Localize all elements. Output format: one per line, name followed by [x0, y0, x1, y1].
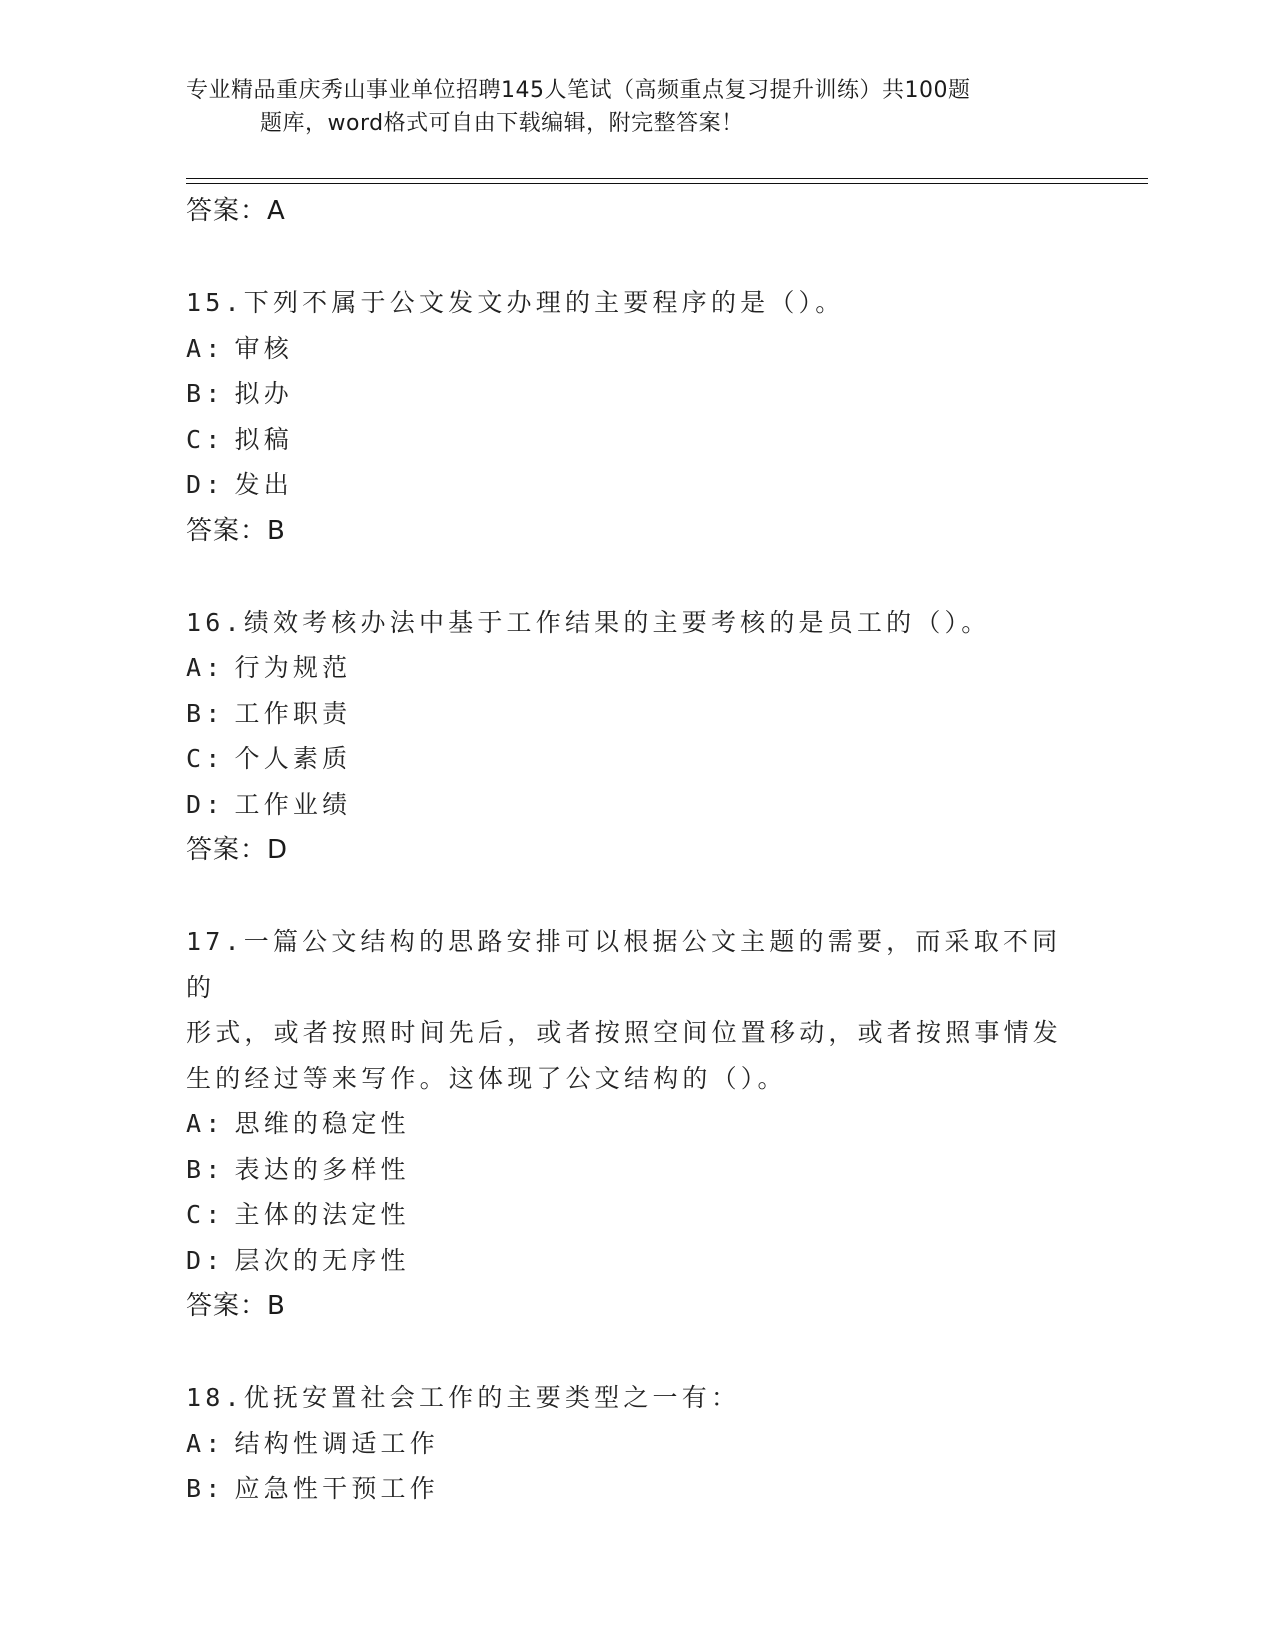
answer-value: B — [267, 515, 286, 546]
answer-line — [186, 188, 1086, 234]
option-text: 思维的稳定性 — [234, 1109, 410, 1138]
option-a — [186, 645, 1086, 691]
option-d — [186, 462, 1086, 508]
option-key: A — [186, 333, 206, 363]
answer-label: 答案： — [186, 515, 268, 546]
option-key: A — [186, 1428, 206, 1458]
document-header — [186, 74, 1086, 140]
option-separator: : — [205, 379, 225, 408]
option-text: 主体的法定性 — [234, 1200, 410, 1229]
question-text: 15.下列不属于公文发文办理的主要程序的是（）。 — [186, 288, 845, 317]
option-b — [186, 371, 1086, 417]
header-rule-bottom — [186, 183, 1148, 184]
option-key: B — [186, 379, 206, 408]
option-separator: : — [205, 698, 225, 728]
option-separator: : — [205, 653, 225, 682]
spacer — [186, 873, 1086, 919]
question-text-line: 生的经过等来写作。这体现了公文结构的（）。 — [186, 1063, 787, 1093]
option-key: D — [186, 789, 206, 819]
option-key: A — [186, 1109, 206, 1138]
option-text: 发出 — [234, 470, 293, 499]
option-a — [186, 1421, 1086, 1467]
answer-label: 答案： — [186, 196, 268, 226]
option-b — [186, 1147, 1086, 1193]
option-separator: : — [205, 470, 225, 499]
option-text: 结构性调适工作 — [234, 1428, 439, 1458]
option-b — [186, 1466, 1086, 1512]
option-separator: : — [205, 333, 225, 363]
option-key: D — [186, 470, 206, 499]
option-text: 层次的无序性 — [234, 1245, 410, 1275]
option-separator: : — [205, 424, 225, 454]
option-separator: : — [205, 1109, 225, 1138]
option-c — [186, 417, 1086, 463]
option-separator: : — [205, 1474, 225, 1503]
option-text: 行为规范 — [234, 653, 352, 682]
spacer — [186, 234, 1086, 280]
option-c — [186, 1192, 1086, 1238]
option-separator: : — [205, 1245, 225, 1275]
answer-line — [186, 827, 1086, 873]
question-item-18 — [186, 1375, 1086, 1512]
option-separator: : — [205, 744, 225, 773]
option-text: 工作业绩 — [234, 789, 352, 819]
option-a — [186, 326, 1086, 372]
header-title-line1: 专业精品重庆秀山事业单位招聘145人笔试（高频重点复习提升训练）共100题 — [186, 78, 971, 103]
option-key: C — [186, 424, 206, 454]
answer-line — [186, 508, 1086, 554]
option-text: 拟办 — [234, 379, 293, 408]
question-text: 16.绩效考核办法中基于工作结果的主要考核的是员工的（）。 — [186, 607, 991, 637]
option-key: B — [186, 698, 206, 728]
option-text: 表达的多样性 — [234, 1154, 410, 1184]
header-title-line2: 题库，word格式可自由下载编辑，附完整答案！ — [260, 111, 744, 136]
question-text-line: 17.一篇公文结构的思路安排可以根据公文主题的需要，而采取不同的 — [186, 927, 1062, 1002]
question-text: 18.优抚安置社会工作的主要类型之一有： — [186, 1383, 741, 1412]
option-text: 拟稿 — [234, 424, 293, 454]
answer-label: 答案： — [186, 1291, 268, 1321]
answer-line — [186, 1283, 1086, 1329]
question-item-16 — [186, 600, 1086, 920]
option-key: C — [186, 1200, 206, 1229]
option-a — [186, 1101, 1086, 1147]
question-list — [186, 188, 1086, 1512]
spacer — [186, 554, 1086, 600]
answer-value: A — [267, 196, 286, 226]
answer-value: B — [267, 1291, 286, 1321]
header-rule-top — [186, 178, 1148, 179]
question-item-17 — [186, 919, 1086, 1375]
option-separator: : — [205, 789, 225, 819]
option-c — [186, 736, 1086, 782]
option-separator: : — [205, 1154, 225, 1184]
question-text-line: 形式，或者按照时间先后，或者按照空间位置移动，或者按照事情发 — [186, 1018, 1063, 1047]
option-separator: : — [205, 1200, 225, 1229]
spacer — [186, 1329, 1086, 1375]
option-separator: : — [205, 1428, 225, 1458]
option-key: B — [186, 1474, 206, 1503]
option-text: 应急性干预工作 — [234, 1474, 439, 1503]
option-text: 工作职责 — [234, 698, 352, 728]
option-key: B — [186, 1154, 206, 1184]
option-key: A — [186, 653, 206, 682]
option-d — [186, 782, 1086, 828]
option-text: 个人素质 — [234, 744, 352, 773]
option-b — [186, 691, 1086, 737]
option-key: D — [186, 1245, 206, 1275]
answer-label: 答案： — [186, 835, 268, 865]
question-item-15 — [186, 280, 1086, 600]
option-d — [186, 1238, 1086, 1284]
option-key: C — [186, 744, 206, 773]
option-text: 审核 — [234, 333, 293, 363]
answer-value: D — [267, 835, 289, 865]
